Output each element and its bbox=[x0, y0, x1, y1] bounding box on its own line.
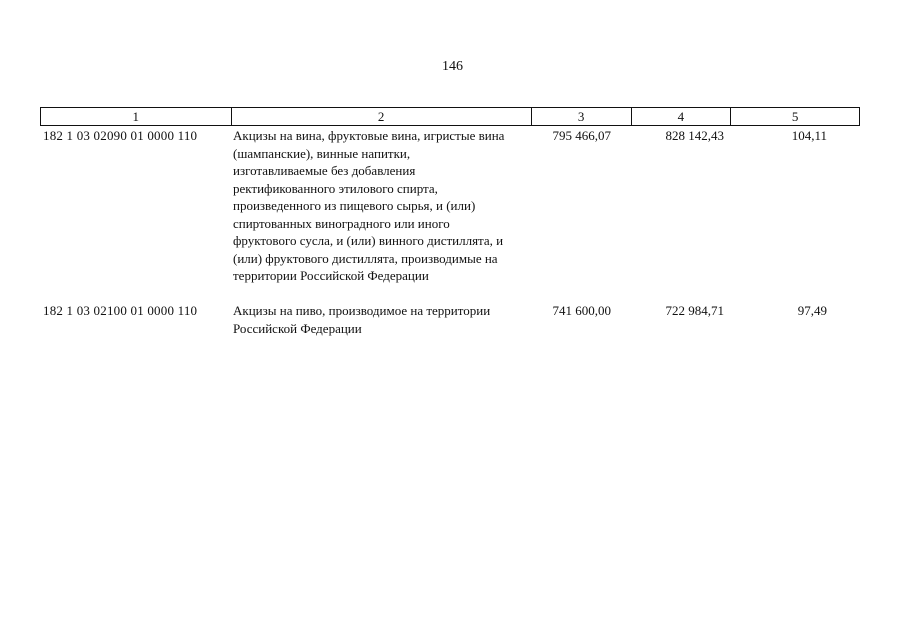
table-row bbox=[40, 302, 860, 337]
table-header-col-2: 2 bbox=[232, 108, 532, 125]
row-description bbox=[231, 127, 532, 285]
table-header-col-4: 4 bbox=[632, 108, 732, 125]
description-line: территории Российской Федерации bbox=[233, 268, 429, 283]
row-code: 182 1 03 02100 01 0000 110 bbox=[43, 303, 198, 318]
description-line: произведенного из пищевого сырья, и (или) bbox=[233, 198, 476, 213]
page-number: 146 bbox=[442, 59, 463, 74]
row-col-4-value: 828 142,43 bbox=[665, 128, 724, 143]
table-row bbox=[40, 127, 860, 285]
row-col-3-value: 795 466,07 bbox=[552, 128, 611, 143]
row-description bbox=[231, 302, 532, 337]
description-line: ректификованного этилового спирта, bbox=[233, 180, 438, 196]
description-line: фруктового сусла, и (или) винного дистиллята, и bbox=[233, 233, 504, 248]
description-line: Акцизы на вина, фруктовые вина, игристые вина bbox=[233, 128, 505, 143]
table-header-col-1: 1 bbox=[41, 108, 232, 125]
description-line: Акцизы на пиво, производимое на территории bbox=[233, 303, 491, 318]
row-code: 182 1 03 02090 01 0000 110 bbox=[43, 128, 198, 143]
table-header-col-3: 3 bbox=[532, 108, 632, 125]
row-col-5-value: 104,11 bbox=[791, 128, 827, 143]
description-line: Российской Федерации bbox=[233, 320, 362, 336]
row-col-5-value: 97,49 bbox=[797, 303, 827, 318]
row-col-4-value: 722 984,71 bbox=[665, 303, 724, 318]
row-col-3-value: 741 600,00 bbox=[552, 303, 611, 318]
description-line: (или) фруктового дистиллята, производимые на bbox=[233, 250, 498, 266]
description-line: изготавливаемые без добавления bbox=[233, 163, 416, 178]
description-line: (шампанские), винные напитки, bbox=[233, 145, 411, 161]
table-header-col-5: 5 bbox=[791, 109, 799, 124]
description-line: спиртованных виноградного или иного bbox=[233, 215, 450, 231]
table-header-row bbox=[40, 107, 860, 126]
